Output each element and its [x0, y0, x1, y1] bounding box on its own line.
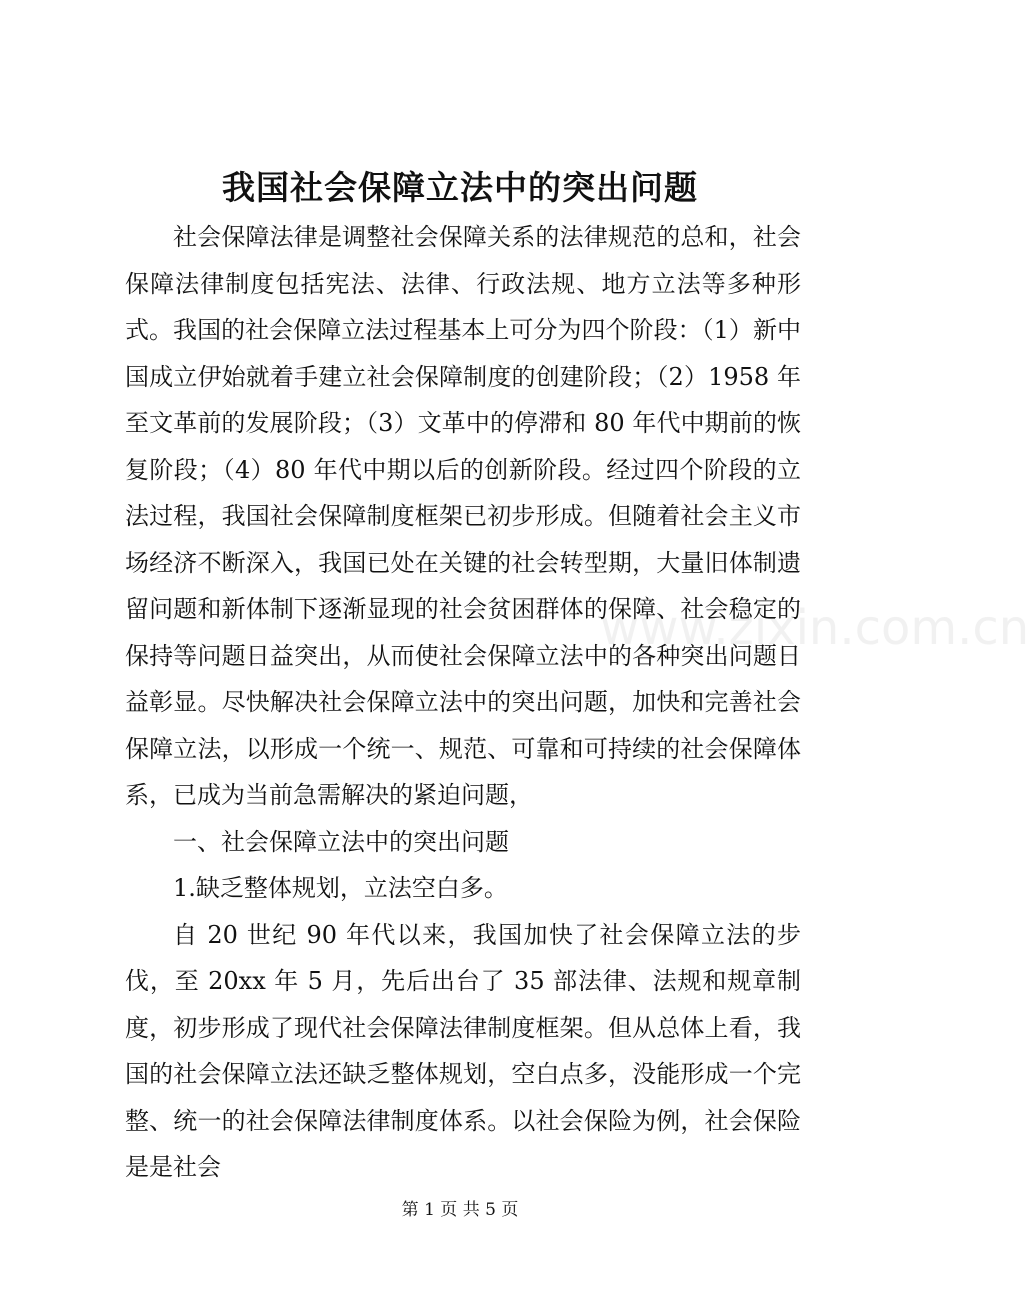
- page-footer: 第 1 页 共 5 页: [401, 1200, 519, 1220]
- watermark: www.zixin.com.cn: [600, 600, 1029, 656]
- body-paragraph: 自 20 世纪 90 年代以来，我国加快了社会保障立法的步伐，至 20xx 年 5 月，先后出台了 35 部法律、法规和规章制度，初步形成了现代社会保障法律制度框架。但从总体上看，我国的社会保障立法还缺乏整体规划，空白点多，没能形成一个完整、统一的社会保障法律制度体系。以社会保险为例，社会保险是是社会: [125, 920, 801, 1181]
- section-heading: 一、社会保障立法中的突出问题: [173, 827, 509, 856]
- document-body: [125, 214, 801, 1191]
- body-paragraph: 社会保障法律是调整社会保障关系的法律规范的总和，社会保障法律制度包括宪法、法律、行政法规、地方立法等多种形式。我国的社会保障立法过程基本上可分为四个阶段：（1）新中国成立伊始就着手建立社会保障制度的创建阶段；（2）1958 年至文革前的发展阶段；（3）文革中的停滞和 80 年代中期前的恢复阶段；（4）80 年代中期以后的创新阶段。经过四个阶段的立法过程，我国社会保障制度框架已初步形成。但随着社会主义市场经济不断深入，我国已处在关键的社会转型期，大量旧体制遗留问题和新体制下逐渐显现的社会贫困群体的保障、社会稳定的保持等问题日益突出，从而使社会保障立法中的各种突出问题日益彰显。尽快解决社会保障立法中的突出问题，加快和完善社会保障立法，以形成一个统一、规范、可靠和可持续的社会保障体系，已成为当前急需解决的紧迫问题，: [125, 223, 801, 809]
- document-title: 我国社会保障立法中的突出问题: [222, 168, 698, 207]
- subsection-heading: 1.缺乏整体规划，立法空白多。: [173, 874, 508, 902]
